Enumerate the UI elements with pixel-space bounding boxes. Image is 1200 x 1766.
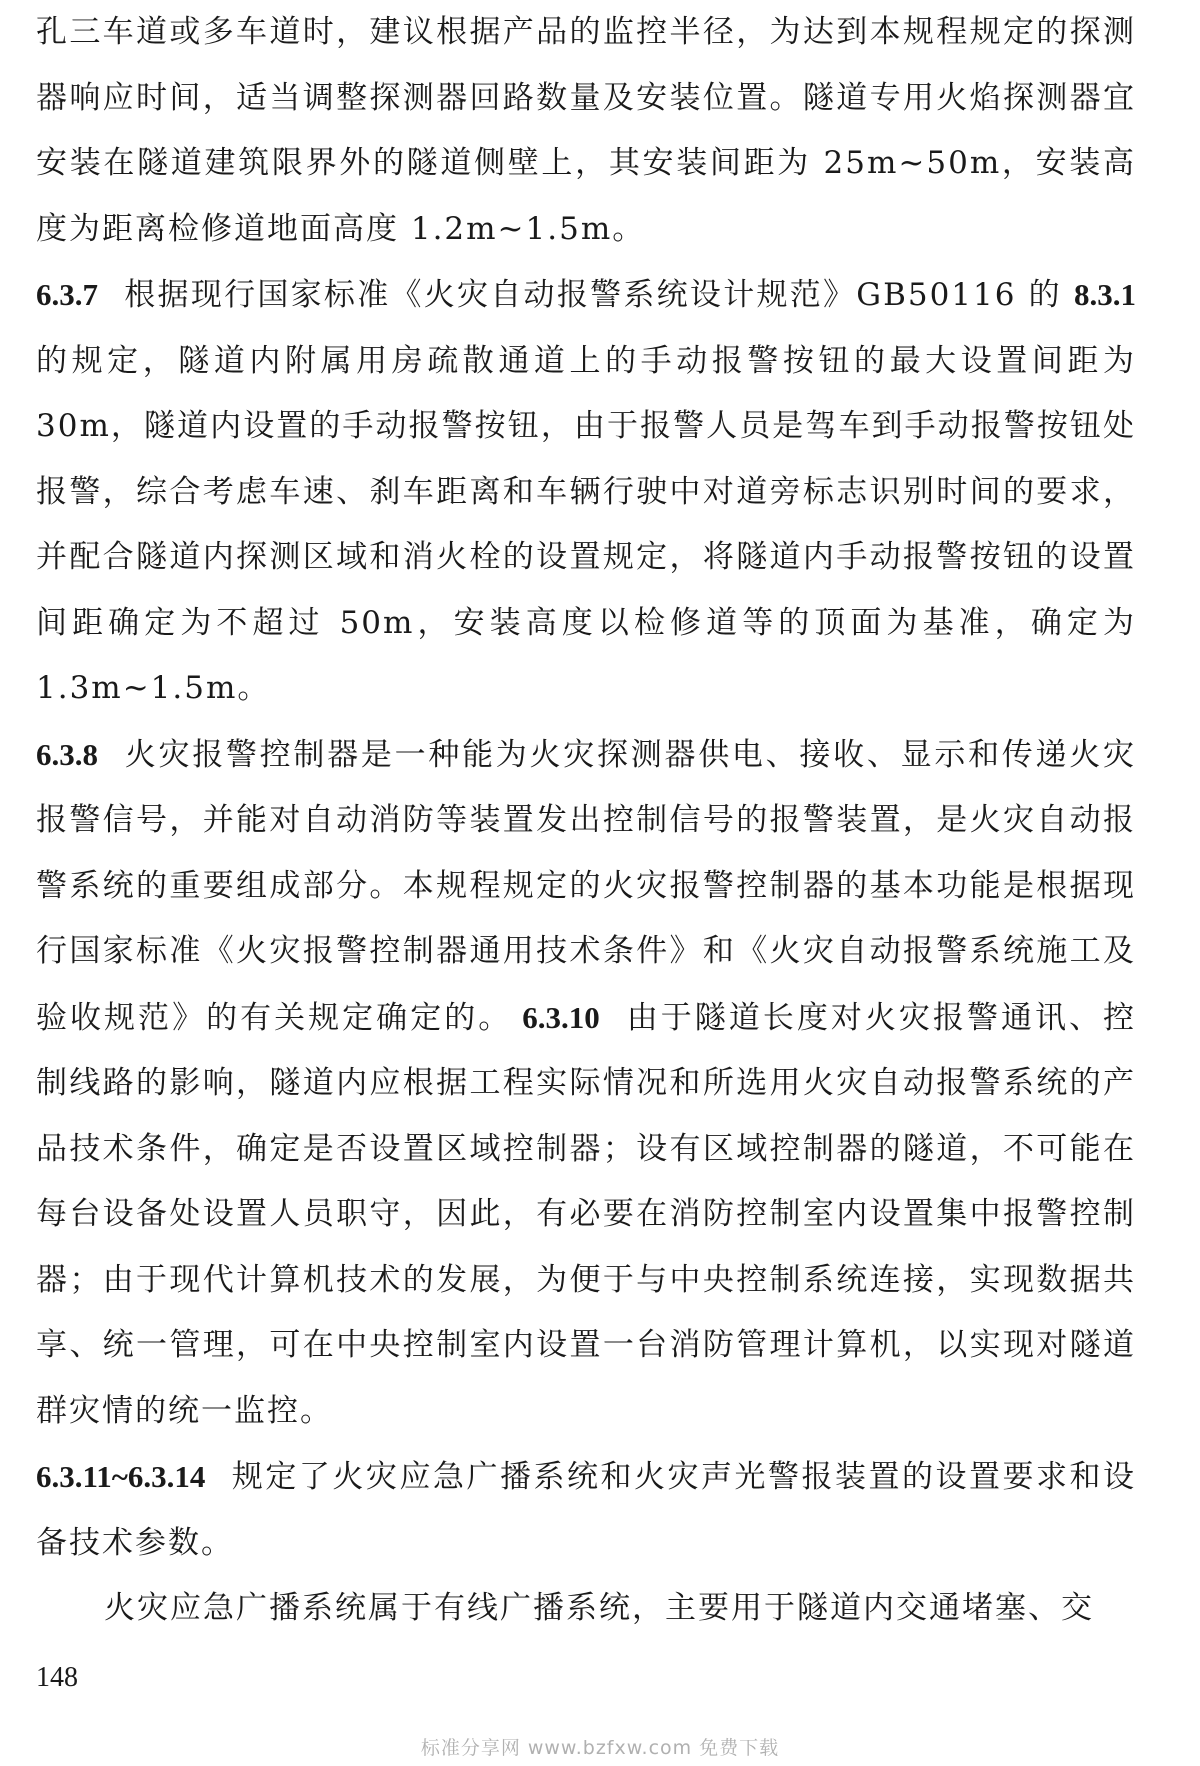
clause-text: 规定了火灾应急广播系统和火灾声光警报装置的设置要求和设备技术参数。 <box>36 1459 1136 1561</box>
clause-text-part-b: 由于隧道长度对火灾报警通讯、控制线路的影响，隧道内应根据工程实际情况和所选用火灾自动报警系统的产品技术条件，确定是否设置区域控制器；设有区域控制器的隧道，不可能在每台设备处设置人员职守，因此，有必要在消防控制室内设置集中报警控制器；由于现代计算机技术的发展，为便于与中央控制系统连接，实现数据共享、统一管理，可在中央控制室内设置一台消防管理计算机，以实现对隧道群灾情的统一监控。 <box>36 999 1137 1429</box>
clause-number: 6.3.11~6.3.14 <box>36 1459 206 1494</box>
paragraph-broadcast <box>36 1576 1136 1642</box>
page-number: 148 <box>36 1662 78 1693</box>
clause-number: 6.3.8 <box>36 736 98 772</box>
clause-text-part-b: 的规定，隧道内附属用房疏散通道上的手动报警按钮的最大设置间距为 30m，隧道内设置的手动报警按钮，由于报警人员是驾车到手动报警按钮处报警，综合考虑车速、刹车距离和车辆行驶中对道旁标志识别时间的要求，并配合隧道内探测区域和消火栓的设置规定，将隧道内手动报警按钮的设置间距确定为不超过 50m，安装高度以检修道等的顶面为基准，确定为 1.3m~1.5m。 <box>36 342 1136 706</box>
clause-reference: 8.3.1 <box>1074 277 1136 312</box>
clause-reference: 6.3.10 <box>522 999 600 1035</box>
document-page <box>36 0 1136 1642</box>
paragraph-continuation <box>36 0 1136 262</box>
clause-6-3-8 <box>36 722 1136 1445</box>
watermark-text: 标准分享网 www.bzfxw.com 免费下载 <box>420 1737 780 1759</box>
clause-text-part-a: 根据现行国家标准《火灾自动报警系统设计规范》GB50116 的 <box>124 277 1074 313</box>
clause-6-3-7 <box>36 262 1136 722</box>
clause-number: 6.3.7 <box>36 277 98 312</box>
paragraph-text: 孔三车道或多车道时，建议根据产品的监控半径，为达到本规程规定的探测器响应时间，适当调整探测器回路数量及安装位置。隧道专用火焰探测器宜安装在隧道建筑限界外的隧道侧壁上，其安装间距为 25m~50m，安装高度为距离检修道地面高度 1.2m~1.5m。 <box>36 14 1136 247</box>
paragraph-text: 火灾应急广播系统属于有线广播系统，主要用于隧道内交通堵塞、交 <box>104 1590 1094 1626</box>
clause-6-3-11-14 <box>36 1444 1136 1576</box>
clause-text-part-a: 火灾报警控制器是一种能为火灾探测器供电、接收、显示和传递火灾报警信号，并能对自动消防等装置发出控制信号的报警装置，是火灾自动报警系统的重要组成部分。本规程规定的火灾报警控制器的基本功能是根据现行国家标准《火灾报警控制器通用技术条件》和《火灾自动报警系统施工及验收规范》的有关规定确定的。 <box>36 736 1136 1036</box>
